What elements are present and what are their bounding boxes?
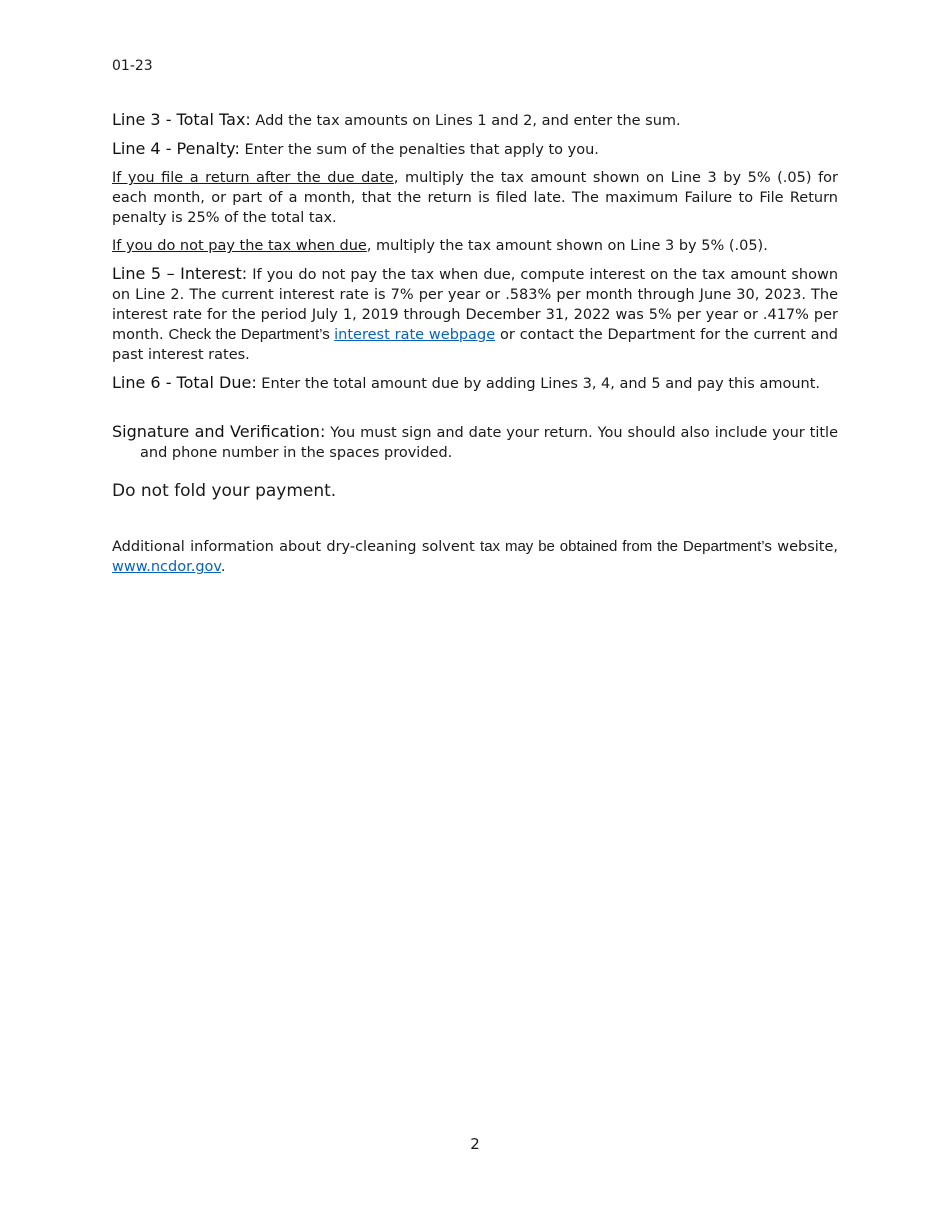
line5-paragraph: [112, 264, 838, 365]
signature-heading: Signature and Verification:: [112, 422, 326, 441]
additional-text-a: Additional information about dry-cleaning solvent: [112, 539, 481, 555]
line3-text: Add the tax amounts on Lines 1 and 2, and enter the sum.: [250, 113, 681, 129]
line6-paragraph: [112, 373, 838, 394]
line3-paragraph: [112, 110, 838, 131]
line3-heading: Line 3 - Total Tax:: [112, 110, 251, 129]
line6-heading: Line 6 - Total Due:: [112, 373, 257, 392]
additional-info-paragraph: [112, 537, 838, 577]
line5-text-after: or contact the Department for the current and past interest rates.: [112, 327, 839, 363]
line4-heading: Line 4 - Penalty:: [112, 139, 240, 158]
page-code: 01-23: [112, 58, 153, 74]
line5-text: If you do not pay the tax when due, compute interest on the tax amount shown on Line 2. The current interest rate is 7% per year or .583% per month through June 30, 2023. The interest rate for the period July 1, 2019 through December 31, 2022 was 5% per year or .417% per month.: [112, 267, 839, 343]
penalty-late-pay-paragraph: [112, 236, 838, 256]
line4-paragraph: [112, 139, 838, 160]
penalty-late-pay-text: , multiply the tax amount shown on Line 3 by 5% (.05).: [366, 238, 768, 254]
page-number: 2: [470, 1135, 480, 1153]
instructions-body: [112, 110, 838, 585]
additional-text-c: website,: [771, 539, 838, 555]
no-fold-notice: Do not fold your payment.: [112, 481, 337, 501]
penalty-late-file-paragraph: [112, 168, 838, 228]
signature-paragraph: [112, 422, 838, 463]
line5-heading: Line 5 – Interest:: [112, 264, 248, 283]
additional-end: .: [220, 559, 226, 575]
line4-text: Enter the sum of the penalties that apply to you.: [239, 142, 599, 158]
line6-text: Enter the total amount due by adding Lines 3, 4, and 5 and pay this amount.: [256, 376, 820, 392]
interest-rate-webpage-link[interactable]: interest rate webpage: [334, 327, 496, 343]
line5-check-text: Check the Department’s: [168, 326, 335, 343]
penalty-late-file-text: , multiply the tax amount shown on Line 3 by 5% (.05) for each month, or part of a month, that the return is filed late. The maximum Failure to File Return penalty is 25% of the total tax.: [112, 170, 839, 226]
signature-text: You must sign and date your return. You should also include your title and phone number in the spaces provided.: [140, 425, 838, 461]
ncdor-website-link[interactable]: www.ncdor.gov: [112, 559, 221, 575]
additional-text-b: tax may be obtained from the Department’s: [480, 538, 772, 555]
penalty-late-file-underlined: If you file a return after the due date: [112, 170, 394, 186]
penalty-late-pay-underlined: If you do not pay the tax when due: [112, 238, 367, 254]
